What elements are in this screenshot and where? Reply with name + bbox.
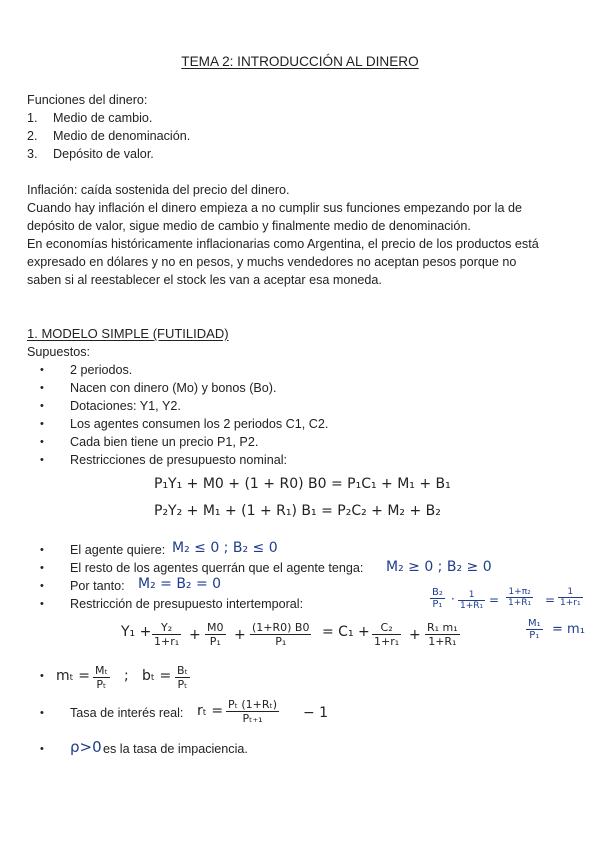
- section-heading: 1. MODELO SIMPLE (FUTILIDAD): [27, 326, 229, 341]
- paragraph-line: expresado en dólares y no en pesos, y muchs vendedores no aceptan pesos porque no: [27, 255, 517, 269]
- side-equation: = m₁: [552, 622, 585, 637]
- list-item: Por tanto:: [70, 579, 125, 593]
- side-dot: ·: [451, 592, 455, 606]
- bullet: •: [40, 364, 44, 376]
- bullet: •: [40, 707, 44, 719]
- budget-equation-2: P₂Y₂ + M₁ + (1 + R₁) B₁ = P₂C₂ + M₂ + B₂: [154, 503, 441, 519]
- equation-fraction: $\frac{\text{Y₂}}{\text{1+r₁}}$: [154, 621, 180, 648]
- side-equals: =: [489, 593, 500, 607]
- paragraph-line: saben si al reestablecer el stock les van a aceptar esa moneda.: [27, 273, 382, 287]
- side-fraction: $\frac{\text{1+π₂}}{\text{1+R₁}}$: [508, 587, 532, 608]
- bullet: •: [40, 580, 44, 592]
- list-item: Dotaciones: Y1, Y2.: [70, 399, 181, 413]
- equation-term: − 1: [303, 705, 329, 721]
- bullet: •: [40, 544, 44, 556]
- equation-fraction: $\frac{\text{C₂}}{\text{1+r₁}}$: [374, 621, 400, 648]
- definition-term: mₜ =: [56, 668, 90, 684]
- handwritten-condition: M₂ = B₂ = 0: [138, 576, 222, 592]
- paragraph-line: Inflación: caída sostenida del precio del dinero.: [27, 183, 290, 197]
- supuestos-label: Supuestos:: [27, 345, 91, 359]
- list-number: 2.: [27, 129, 38, 143]
- list-item: El agente quiere:: [70, 543, 166, 557]
- list-item: Depósito de valor.: [53, 147, 154, 161]
- bullet: •: [40, 400, 44, 412]
- equation-term: Y₁ +: [121, 624, 152, 640]
- equation-operator: +: [409, 627, 421, 643]
- bullet: •: [40, 454, 44, 466]
- list-item: es la tasa de impaciencia.: [103, 742, 248, 756]
- handwritten-rho: ρ>0: [70, 738, 102, 756]
- list-number: 3.: [27, 147, 38, 161]
- equation-term: rₜ =: [197, 703, 224, 719]
- side-fraction: $\frac{1}{\text{1+r₁}}$: [560, 587, 581, 608]
- paragraph-line: depósito de valor, sigue medio de cambio y finalmente medio de denominación.: [27, 219, 471, 233]
- list-item: Cada bien tiene un precio P1, P2.: [70, 435, 259, 449]
- paragraph-line: Cuando hay inflación el dinero empieza a no cumplir sus funciones empezando por la de: [27, 201, 522, 215]
- list-item: Tasa de interés real:: [70, 706, 184, 720]
- list-item: El resto de los agentes querrán que el agente tenga:: [70, 561, 364, 575]
- side-equals: =: [545, 593, 556, 607]
- bullet: •: [40, 436, 44, 448]
- equation-fraction: $\frac{\text{R₁ m₁}}{\text{1+R₁}}$: [427, 621, 458, 648]
- side-fraction: $\frac{\text{M₁}}{\text{P₁}}$: [528, 618, 541, 641]
- bullet: •: [40, 382, 44, 394]
- equation-operator: +: [234, 627, 246, 643]
- functions-heading: Funciones del dinero:: [27, 93, 148, 107]
- definition-fraction: $\frac{\text{Bₜ}}{\text{Pₜ}}$: [177, 664, 188, 691]
- list-item: Medio de cambio.: [53, 111, 153, 125]
- equation-fraction: $\frac{M0}{\text{P₁}}$: [207, 621, 224, 648]
- bullet: •: [40, 418, 44, 430]
- side-fraction: $\frac{\text{B₂}}{\text{P₁}}$: [432, 587, 443, 610]
- equation-operator: +: [189, 627, 201, 643]
- paragraph-line: En economías históricamente inflacionarias como Argentina, el precio de los productos está: [27, 237, 539, 251]
- list-item: Restricción de presupuesto intertemporal:: [70, 597, 304, 611]
- equation-fraction: $\frac{\text{Pₜ (1+Rₜ)}}{\text{Pₜ₊₁}}$: [228, 698, 278, 725]
- list-item: Los agentes consumen los 2 periodos C1, C2.: [70, 417, 329, 431]
- definition-term: bₜ =: [142, 668, 172, 684]
- list-item: Restricciones de presupuesto nominal:: [70, 453, 288, 467]
- list-item: Nacen con dinero (Mo) y bonos (Bo).: [70, 381, 277, 395]
- handwritten-condition: M₂ ≥ 0 ; B₂ ≥ 0: [386, 559, 492, 575]
- list-item: Medio de denominación.: [53, 129, 191, 143]
- list-item: 2 periodos.: [70, 363, 133, 377]
- handwritten-condition: M₂ ≤ 0 ; B₂ ≤ 0: [172, 540, 278, 556]
- list-number: 1.: [27, 111, 38, 125]
- definition-fraction: $\frac{\text{Mₜ}}{\text{Pₜ}}$: [95, 664, 108, 691]
- bullet: •: [40, 598, 44, 610]
- bullet: •: [40, 562, 44, 574]
- side-fraction: $\frac{1}{\text{1+R₁}}$: [460, 590, 484, 611]
- page-title: TEMA 2: INTRODUCCIÓN AL DINERO: [181, 54, 419, 69]
- bullet: •: [40, 670, 44, 682]
- definition-separator: ;: [124, 668, 129, 684]
- bullet: •: [40, 743, 44, 755]
- budget-equation-1: P₁Y₁ + M0 + (1 + R0) B0 = P₁C₁ + M₁ + B₁: [154, 476, 451, 492]
- equation-fraction: $\frac{(1+R0) B0}{\text{P₁}}$: [252, 621, 310, 648]
- equation-term: = C₁ +: [322, 624, 370, 640]
